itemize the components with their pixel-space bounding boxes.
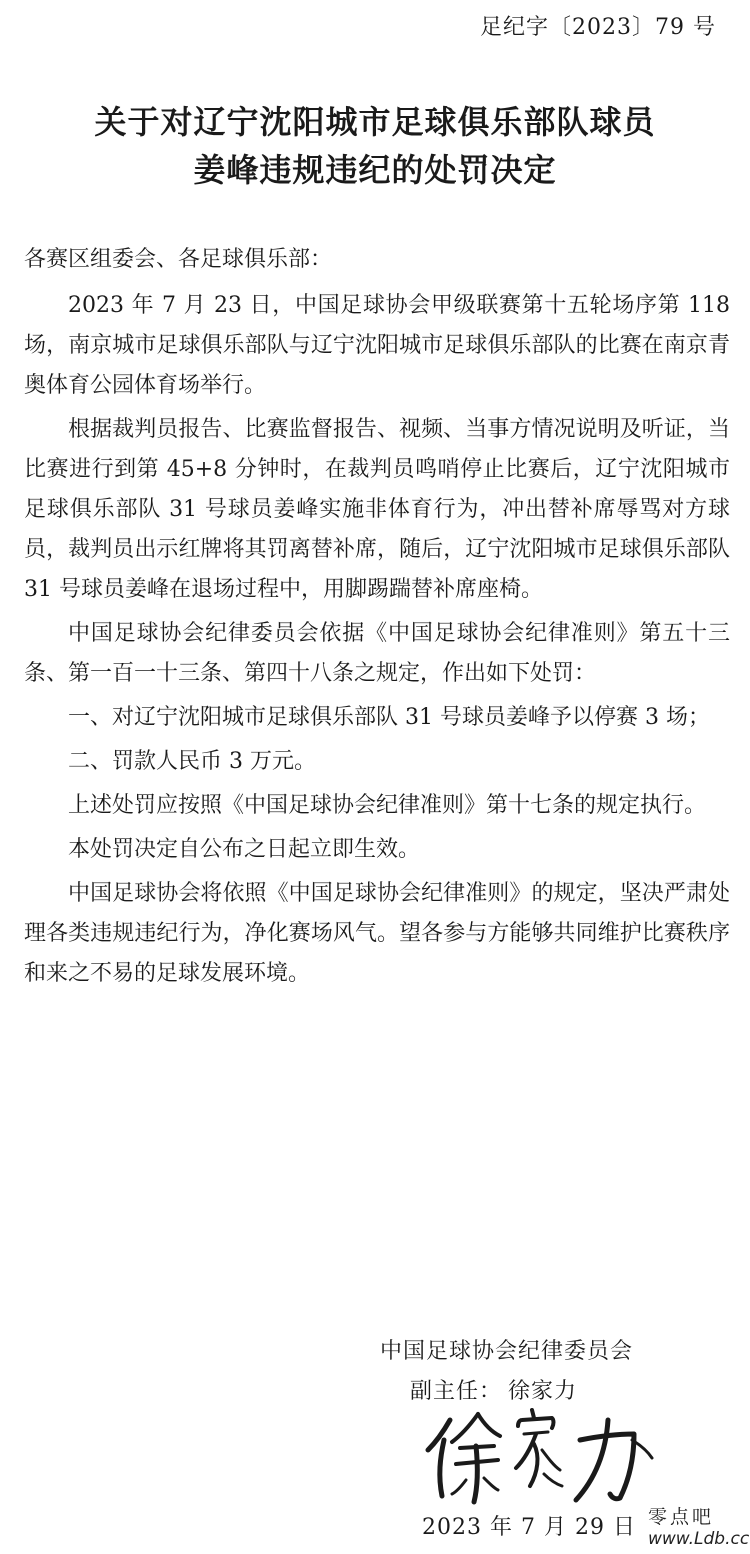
paragraph-effective: 本处罚决定自公布之日起立即生效。	[68, 837, 421, 862]
handwritten-signature	[420, 1400, 660, 1510]
penalty-item-suspension: 一、对辽宁沈阳城市足球俱乐部队 31 号球员姜峰予以停赛 3 场；	[68, 705, 710, 730]
watermark-text: 零点吧	[648, 1506, 715, 1528]
signatory-name: 徐家力	[508, 1379, 578, 1404]
watermark-url: www.Ldb.cc	[648, 1529, 750, 1549]
document-date: 2023 年 7 月 29 日	[422, 1515, 636, 1540]
paragraph-closing: 中国足球协会将依照《中国足球协会纪律准则》的规定，坚决严肃处理各类违规违纪行为，净化赛场风气。望各参与方能够共同维护比赛秩序和来之不易的足球发展环境。	[24, 881, 730, 986]
document-body	[24, 240, 730, 998]
paragraph-basis: 中国足球协会纪律委员会依据《中国足球协会纪律准则》第五十三条、第一百一十三条、第四十八条之规定，作出如下处罚：	[24, 621, 730, 686]
title-line-1: 关于对辽宁沈阳城市足球俱乐部队球员	[94, 103, 656, 141]
title-line-2: 姜峰违规违纪的处罚决定	[193, 151, 557, 189]
salutation: 各赛区组委会、各足球俱乐部：	[24, 247, 333, 272]
site-watermark	[648, 1506, 750, 1550]
document-number: 足纪字〔2023〕79 号	[480, 15, 716, 40]
paragraph-findings: 根据裁判员报告、比赛监督报告、视频、当事方情况说明及听证，当比赛进行到第 45+8 分钟时，在裁判员鸣哨停止比赛后，辽宁沈阳城市足球俱乐部队 31 号球员姜峰实施非体育行为，冲出替补席辱骂对方球员，裁判员出示红牌将其罚离替补席，随后，辽宁沈阳城市足球俱乐部队 31 号球员姜峰在退场过程中，用脚踢踹替补席座椅。	[24, 417, 730, 602]
document-title	[0, 98, 750, 194]
penalty-item-fine: 二、罚款人民币 3 万元。	[68, 749, 316, 774]
paragraph-incident: 2023 年 7 月 23 日，中国足球协会甲级联赛第十五轮场序第 118 场，南京城市足球俱乐部队与辽宁沈阳城市足球俱乐部队的比赛在南京青奥体育公园体育场举行。	[24, 293, 730, 398]
signature-organization: 中国足球协会纪律委员会	[380, 1339, 634, 1364]
role-label: 副主任：	[410, 1379, 503, 1404]
paragraph-execution: 上述处罚应按照《中国足球协会纪律准则》第十七条的规定执行。	[68, 793, 707, 818]
